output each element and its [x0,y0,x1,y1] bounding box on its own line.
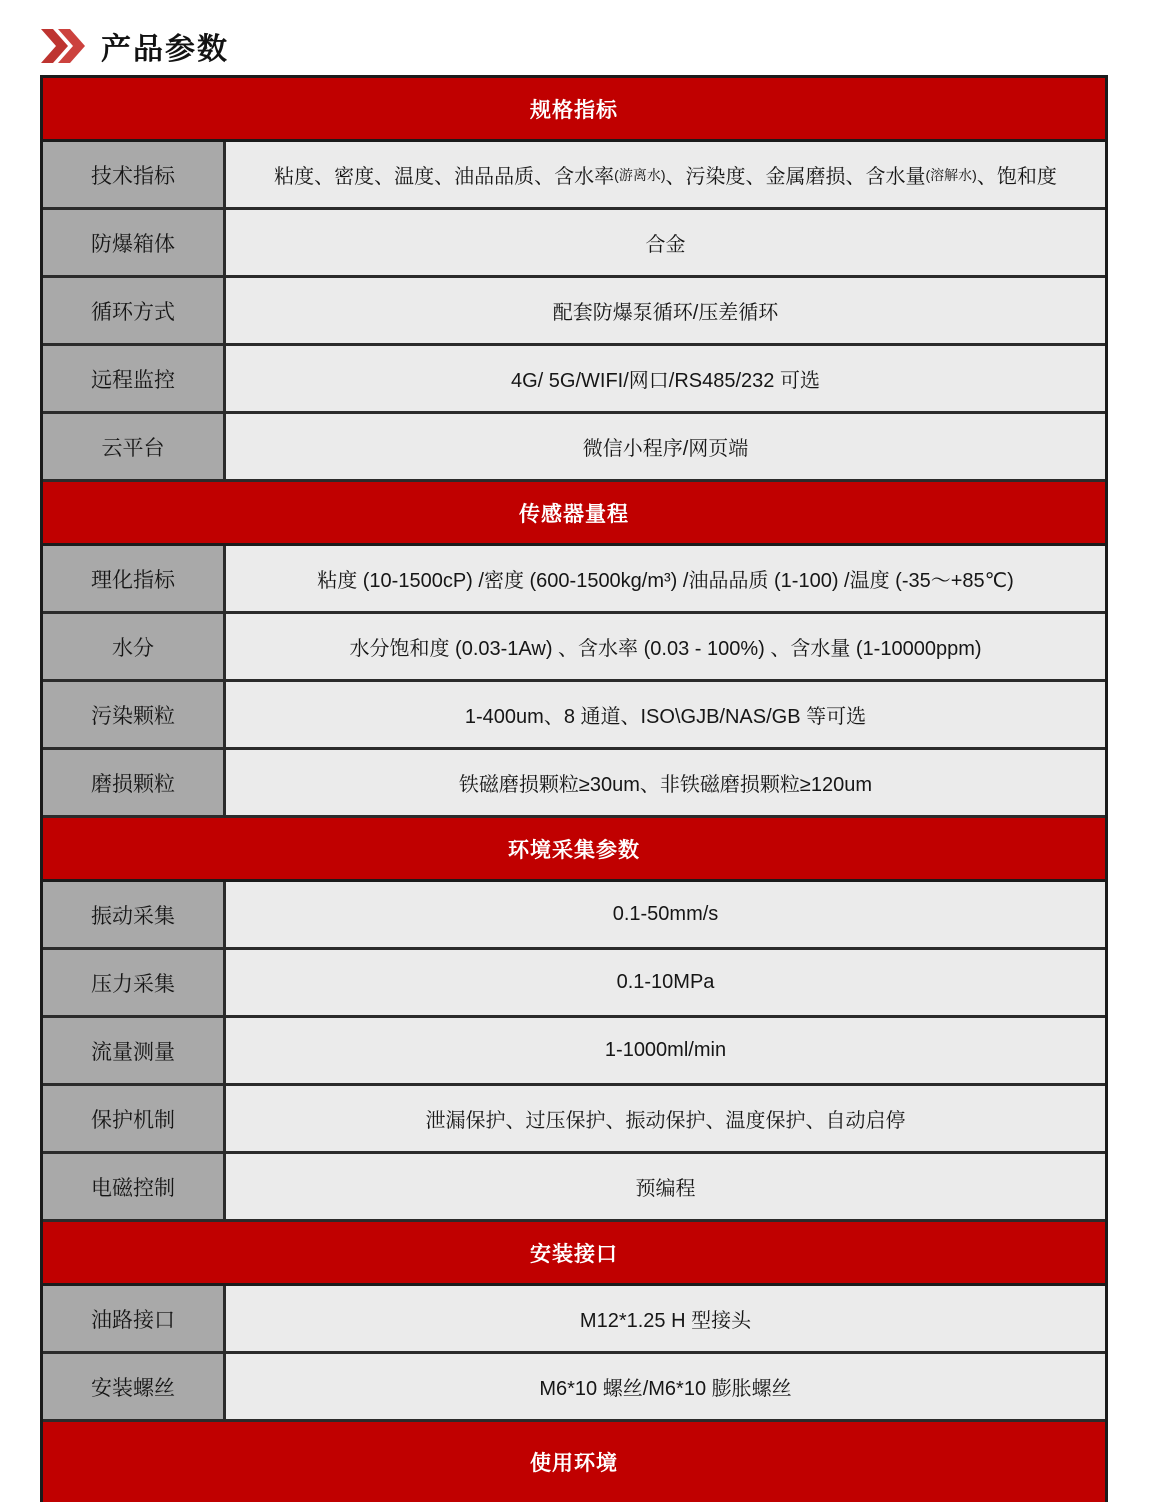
row-value: 铁磁磨损颗粒≥30um、非铁磁磨损颗粒≥120um [226,750,1105,815]
page-header [40,24,229,68]
section-header-sensor-range: 传感器量程 [43,482,1105,546]
table-row [43,210,1105,278]
row-label: 压力采集 [43,950,226,1015]
section-header-usage-env: 使用环境 [43,1422,1105,1502]
row-label: 远程监控 [43,346,226,411]
row-label: 流量测量 [43,1018,226,1083]
row-value: 4G/ 5G/WIFI/网口/RS485/232 可选 [226,346,1105,411]
row-label: 水分 [43,614,226,679]
double-chevron-right-icon [40,28,86,64]
table-row [43,346,1105,414]
row-label: 技术指标 [43,142,226,207]
row-label: 防爆箱体 [43,210,226,275]
row-label: 油路接口 [43,1286,226,1351]
row-value: 泄漏保护、过压保护、振动保护、温度保护、自动启停 [226,1086,1105,1151]
table-row [43,142,1105,210]
row-value: 水分饱和度 (0.03-1Aw) 、含水率 (0.03 - 100%) 、含水量 (1-10000ppm) [226,614,1105,679]
table-row [43,1018,1105,1086]
table-row [43,1154,1105,1222]
table-row [43,950,1105,1018]
value-text-small: (游离水) [614,166,666,183]
row-value: M6*10 螺丝/M6*10 膨胀螺丝 [226,1354,1105,1419]
table-row [43,546,1105,614]
page-title: 产品参数 [101,33,229,66]
value-text: 、饱和度 [976,166,1057,188]
row-label: 安装螺丝 [43,1354,226,1419]
row-label: 污染颗粒 [43,682,226,747]
table-row [43,1354,1105,1422]
product-spec-table [40,75,1108,1502]
row-value: 微信小程序/网页端 [226,414,1105,479]
row-label: 磨损颗粒 [43,750,226,815]
table-row [43,1286,1105,1354]
row-value: 1-400um、8 通道、ISO\GJB/NAS/GB 等可选 [226,682,1105,747]
row-value: 配套防爆泵循环/压差循环 [226,278,1105,343]
table-row [43,882,1105,950]
section-header-install-interface: 安装接口 [43,1222,1105,1286]
row-label: 云平台 [43,414,226,479]
row-label: 电磁控制 [43,1154,226,1219]
table-row [43,278,1105,346]
row-value: 粘度 (10-1500cP) /密度 (600-1500kg/m³) /油品品质 (1-100) /温度 (-35～+85℃) [226,546,1105,611]
table-row [43,750,1105,818]
row-label: 保护机制 [43,1086,226,1151]
row-value: 1-1000ml/min [226,1018,1105,1083]
row-value: 0.1-50mm/s [226,882,1105,947]
table-row [43,682,1105,750]
row-value [226,142,1105,207]
row-label: 理化指标 [43,546,226,611]
row-value: 预编程 [226,1154,1105,1219]
value-text-small: (溶解水) [925,166,977,183]
table-row [43,414,1105,482]
value-text: 粘度、密度、温度、油品品质、含水率 [274,166,615,188]
row-label: 振动采集 [43,882,226,947]
row-value: 合金 [226,210,1105,275]
table-row [43,1086,1105,1154]
row-value: 0.1-10MPa [226,950,1105,1015]
section-header-env-params: 环境采集参数 [43,818,1105,882]
table-row [43,614,1105,682]
row-value: M12*1.25 H 型接头 [226,1286,1105,1351]
row-label: 循环方式 [43,278,226,343]
value-text: 、污染度、金属磨损、含水量 [665,166,926,188]
section-header-specs: 规格指标 [43,78,1105,142]
